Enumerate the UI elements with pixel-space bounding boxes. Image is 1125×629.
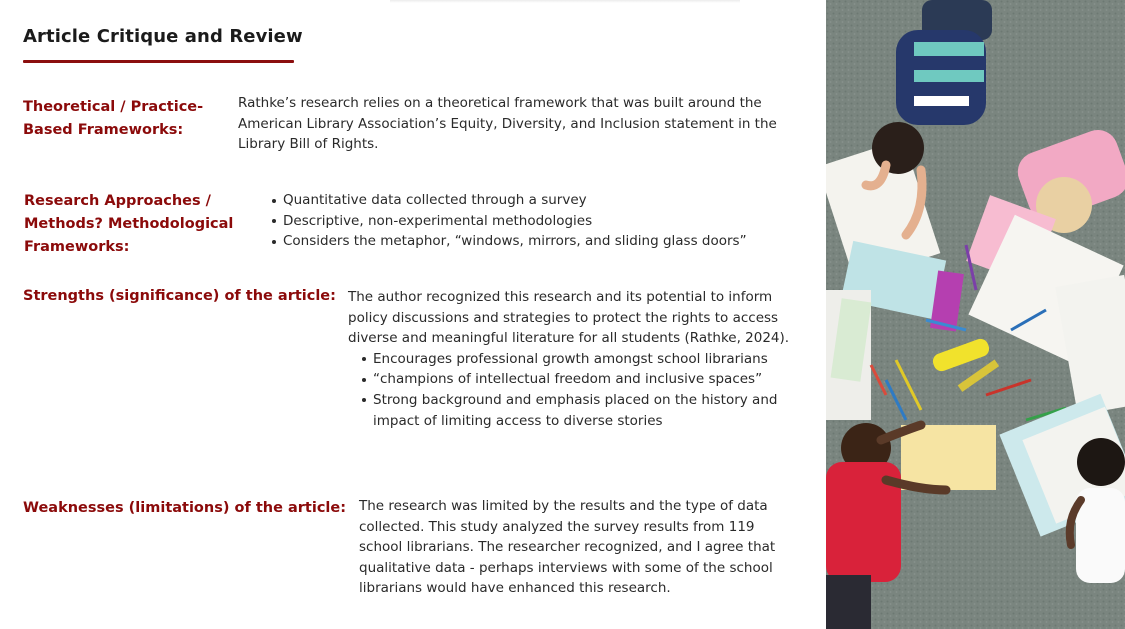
list-item: Strong background and emphasis placed on the history and impact of limiting access to diverse stories bbox=[359, 390, 810, 431]
page-title: Article Critique and Review bbox=[23, 26, 303, 47]
weaknesses-text bbox=[359, 496, 791, 599]
children-drawing-on-floor-photo bbox=[826, 0, 1125, 629]
top-shadow bbox=[390, 0, 740, 3]
weaknesses-paragraph: The research was limited by the results and the type of data collected. This study analyzed the survey results from 119 school librarians. The researcher recognized, and I agree that qualitative data - perhaps interviews with some of the school librarians would have enhanced this research. bbox=[359, 498, 776, 597]
strengths-text bbox=[348, 287, 810, 431]
strengths-label: Strengths (significance) of the article: bbox=[23, 288, 336, 304]
methods-list bbox=[269, 190, 824, 252]
title-underline bbox=[23, 60, 294, 63]
photo-illustration bbox=[826, 0, 1125, 629]
frameworks-text bbox=[238, 93, 816, 155]
frameworks-label: Theoretical / Practice-Based Frameworks: bbox=[23, 99, 204, 138]
list-item: Descriptive, non-experimental methodologies bbox=[269, 211, 824, 232]
list-item: “champions of intellectual freedom and inclusive spaces” bbox=[359, 369, 810, 390]
list-item: Considers the metaphor, “windows, mirrors, and sliding glass doors” bbox=[269, 231, 824, 252]
weaknesses-label: Weaknesses (limitations) of the article: bbox=[23, 500, 347, 516]
methods-list-block bbox=[269, 190, 824, 252]
list-item: Quantitative data collected through a survey bbox=[269, 190, 824, 211]
frameworks-paragraph: Rathke’s research relies on a theoretical framework that was built around the American Library Association’s Equity, Diversity, and Inclusion statement in the Library Bill of Rights. bbox=[238, 95, 777, 153]
strengths-paragraph: The author recognized this research and its potential to inform policy discussions and strategies to protect the rights to access diverse and meaningful literature for all students (Rathke, 2024). bbox=[348, 289, 790, 347]
list-item: Encourages professional growth amongst school librarians bbox=[359, 349, 810, 370]
methods-label: Research Approaches / Methods? Methodological Frameworks: bbox=[24, 193, 234, 255]
strengths-list bbox=[359, 349, 810, 431]
